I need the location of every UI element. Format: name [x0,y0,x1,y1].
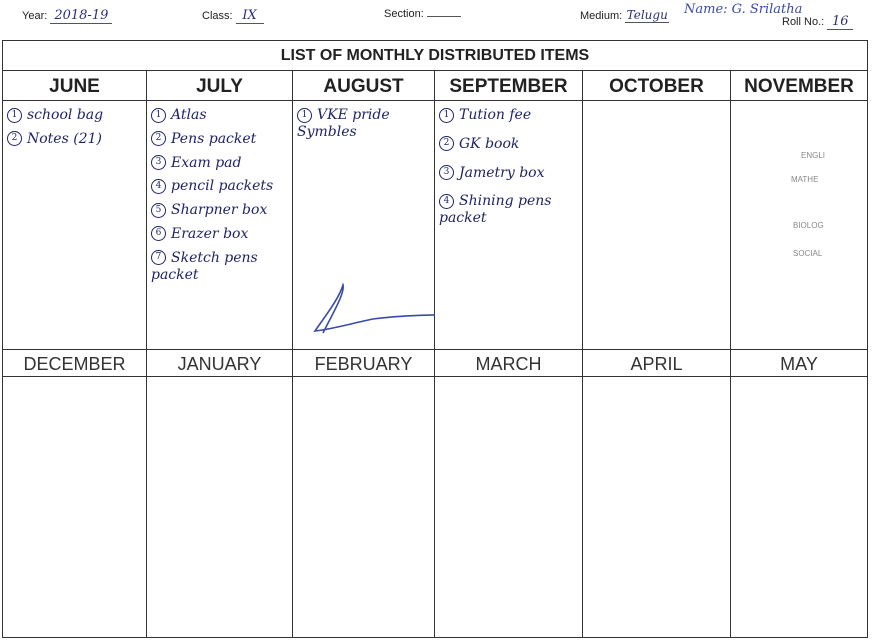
month-december: DECEMBER [3,351,146,377]
month-january: JANUARY [147,351,292,377]
roll-label: Roll No.: [782,16,825,28]
month-february: FEBRUARY [293,351,434,377]
month-may: MAY [731,351,867,377]
column-3 [293,71,435,637]
class-value: IX [236,8,264,24]
august-items [297,107,432,148]
month-october: OCTOBER [583,73,730,101]
column-6: NOVEMBER ENGLI MATHE BIOLOG SOCIAL MAY [731,71,867,637]
name-label: Name: [684,2,728,17]
year-label: Year: [22,10,48,22]
list-item: 3 Exam pad [151,155,290,172]
september-items [439,107,580,234]
list-item: 1 Tution fee [439,107,580,124]
roll-field [782,14,853,30]
list-item: 1 VKE pride Symbles [297,107,390,140]
list-item: 4 pencil packets [151,178,290,195]
month-september: SEPTEMBER [435,73,582,101]
month-june: JUNE [3,73,146,101]
year-value: 2018-19 [50,8,112,24]
list-item: 7 Sketch pens packet [151,249,258,283]
month-april: APRIL [583,351,730,377]
table-title: LIST OF MONTHLY DISTRIBUTED ITEMS [3,41,867,71]
column-2 [147,71,293,637]
section-field [384,8,461,20]
column-4 [435,71,583,637]
list-item: 3 Jametry box [439,165,580,182]
list-item: 1 school bag [7,107,144,124]
column-5 [583,71,731,637]
list-item: 5 Sharpner box [151,202,290,219]
column-1 [3,71,147,637]
class-label: Class: [202,10,233,22]
year-field [22,8,112,24]
medium-field [580,8,669,23]
june-items [7,107,144,155]
medium-label: Medium: [580,10,623,22]
july-items [151,107,290,290]
name-value: G. Srilatha [731,2,803,17]
list-item: 6 Erazer box [151,226,290,243]
month-july: JULY [147,73,292,101]
month-august: AUGUST [293,73,434,101]
distribution-table [2,40,868,638]
medium-value: Telugu [626,8,668,22]
list-item: 2 Notes (21) [7,131,144,148]
month-november: NOVEMBER [731,73,867,101]
section-label: Section: [384,8,424,20]
list-item: 1 Atlas [151,107,290,124]
section-value [427,16,461,17]
list-item: 2 GK book [439,136,580,153]
class-field [202,8,264,24]
list-item: 2 Pens packet [151,131,290,148]
month-march: MARCH [435,351,582,377]
list-item: 4 Shining pens packet [439,193,552,227]
roll-value: 16 [827,14,853,30]
signature [293,283,435,343]
